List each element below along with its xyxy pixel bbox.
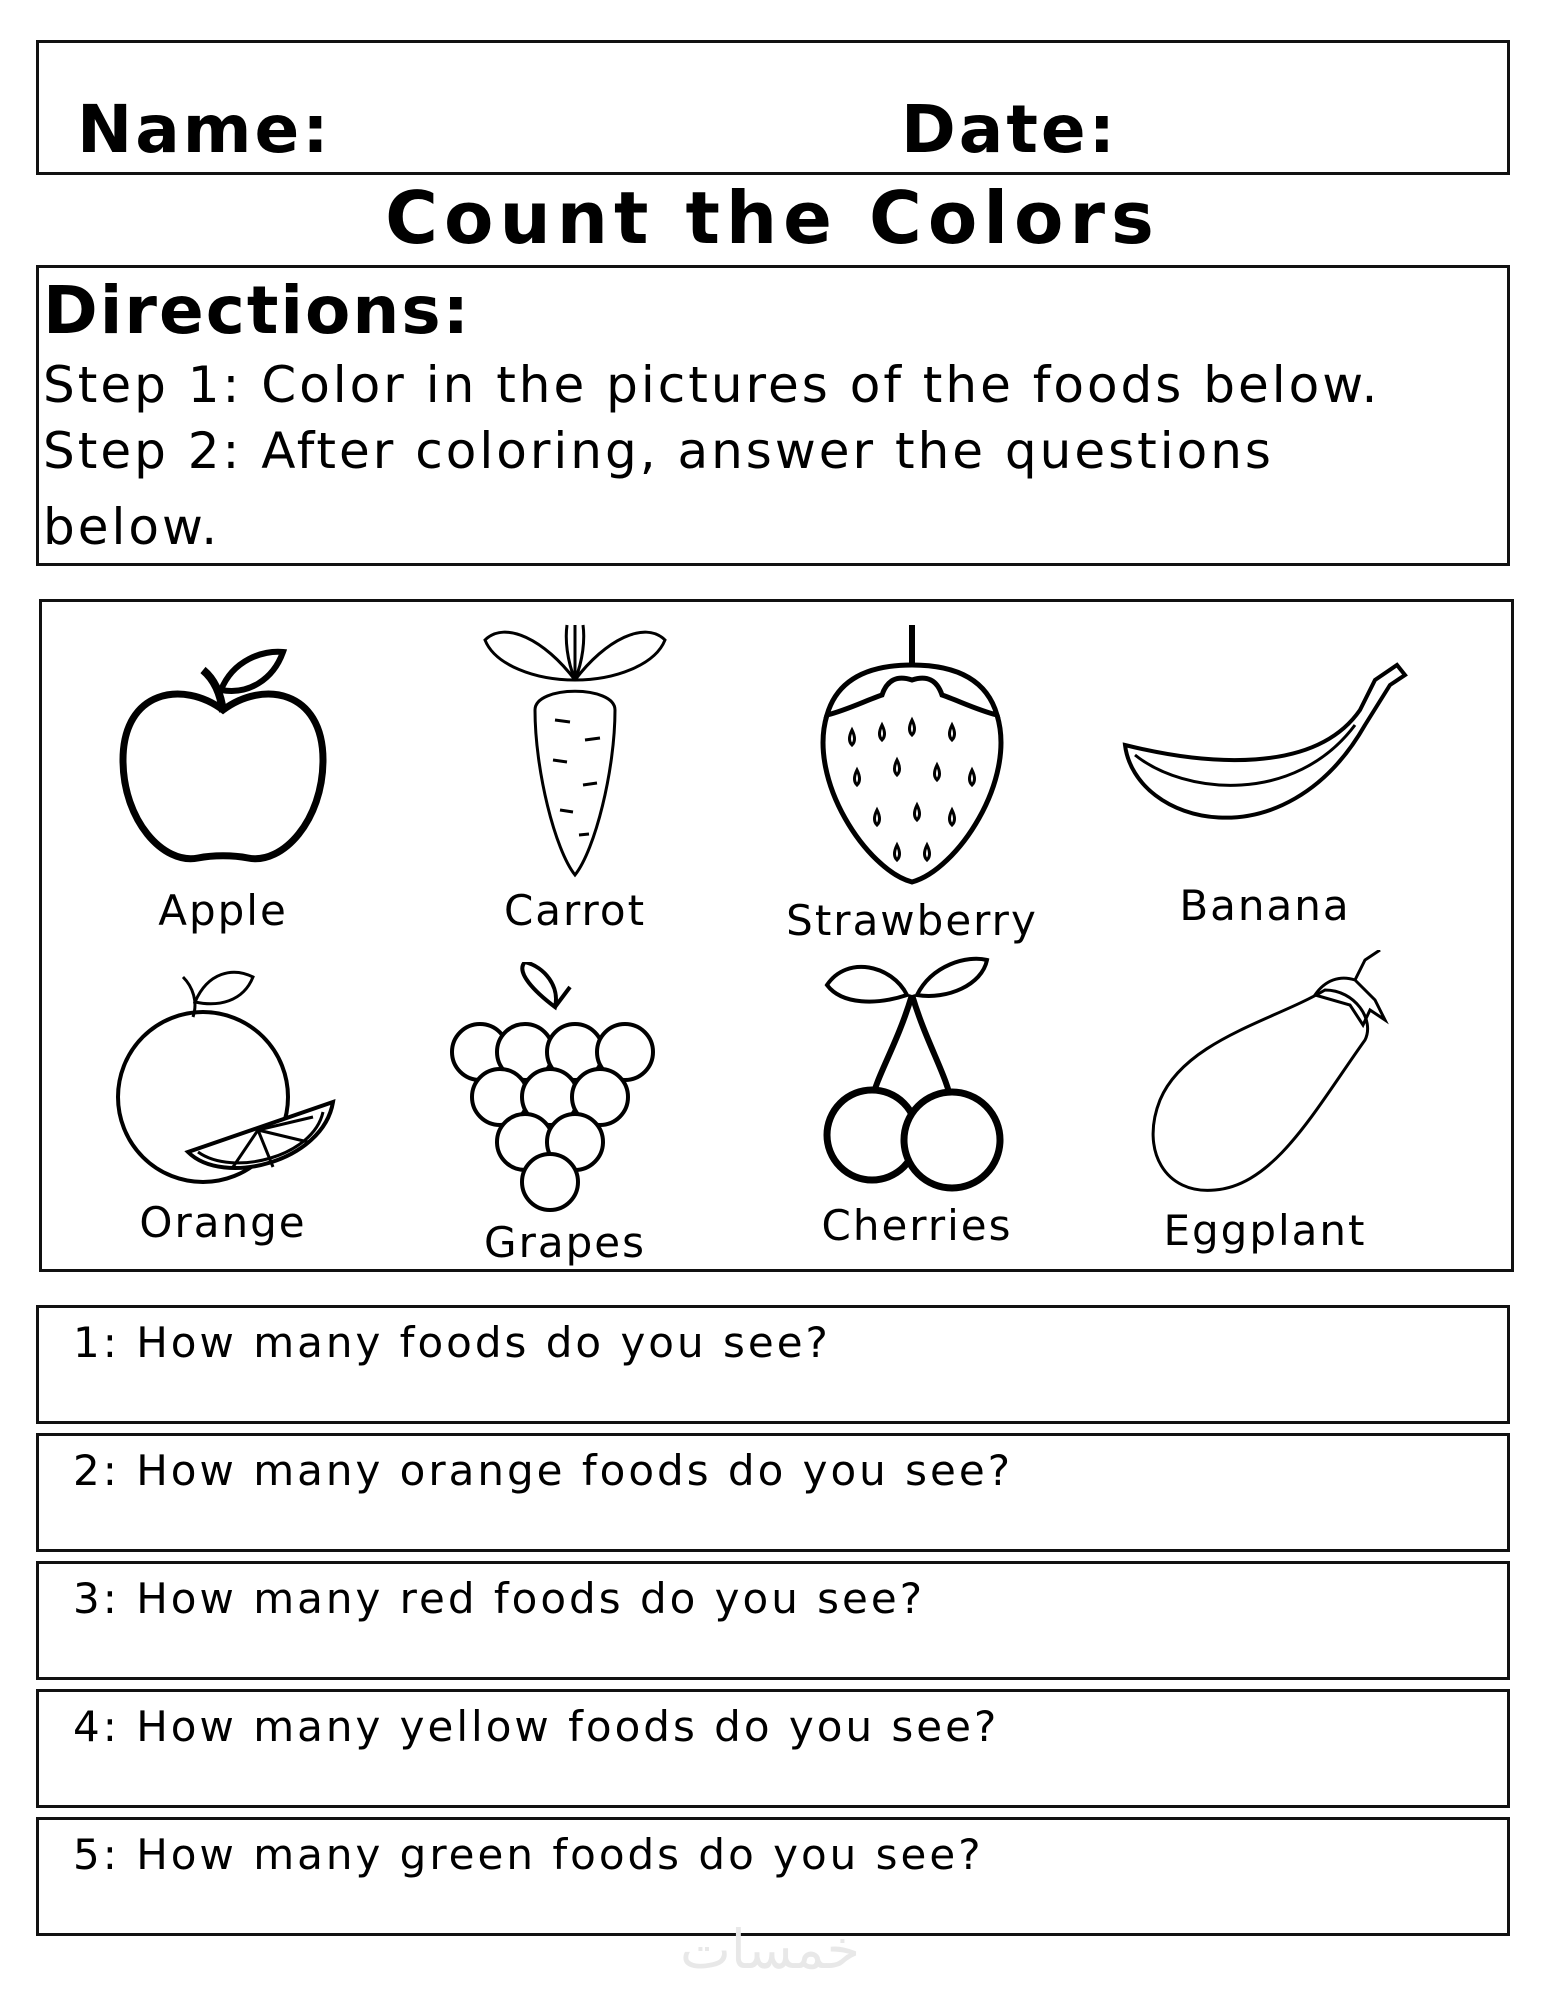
question-text: 3: How many red foods do you see? <box>73 1574 926 1623</box>
apple-icon <box>103 640 343 880</box>
food-label: Apple <box>158 886 288 935</box>
name-date-box <box>36 40 1510 175</box>
food-grapes[interactable] <box>400 962 730 1267</box>
question-text: 1: How many foods do you see? <box>73 1318 831 1367</box>
food-label: Carrot <box>503 886 647 935</box>
food-apple[interactable] <box>58 640 388 935</box>
question-text: 5: How many green foods do you see? <box>73 1830 984 1879</box>
step-2-continued: below. <box>43 498 221 556</box>
question-3-box[interactable] <box>36 1561 1510 1680</box>
eggplant-icon <box>1125 950 1405 1200</box>
question-2-box[interactable] <box>36 1433 1510 1552</box>
food-label: Eggplant <box>1163 1206 1367 1255</box>
food-carrot[interactable] <box>410 620 740 935</box>
food-banana[interactable] <box>1100 655 1430 930</box>
page-title: Count the Colors <box>385 176 1160 260</box>
food-label: Strawberry <box>786 896 1038 945</box>
food-eggplant[interactable] <box>1100 950 1430 1255</box>
watermark: خمسات <box>680 1918 861 1981</box>
food-label: Orange <box>139 1198 307 1247</box>
food-cherries[interactable] <box>752 955 1082 1250</box>
question-text: 2: How many orange foods do you see? <box>73 1446 1014 1495</box>
cherries-icon <box>817 955 1017 1195</box>
food-strawberry[interactable] <box>747 620 1077 945</box>
question-1-box[interactable] <box>36 1305 1510 1424</box>
question-4-box[interactable] <box>36 1689 1510 1808</box>
banana-icon <box>1115 655 1415 875</box>
food-orange[interactable] <box>58 962 388 1247</box>
step-2-text: Step 2: After coloring, answer the questions <box>43 422 1274 480</box>
date-label: Date: <box>901 91 1119 168</box>
grapes-icon <box>445 962 685 1212</box>
orange-icon <box>103 962 343 1192</box>
directions-box <box>36 265 1510 566</box>
food-label: Cherries <box>821 1201 1013 1250</box>
name-label: Name: <box>77 91 332 168</box>
directions-heading: Directions: <box>43 272 472 349</box>
strawberry-icon <box>807 620 1017 890</box>
question-text: 4: How many yellow foods do you see? <box>73 1702 1000 1751</box>
food-label: Banana <box>1179 881 1351 930</box>
step-1-text: Step 1: Color in the pictures of the foods below. <box>43 356 1381 414</box>
carrot-icon <box>475 620 675 880</box>
food-label: Grapes <box>484 1218 646 1267</box>
